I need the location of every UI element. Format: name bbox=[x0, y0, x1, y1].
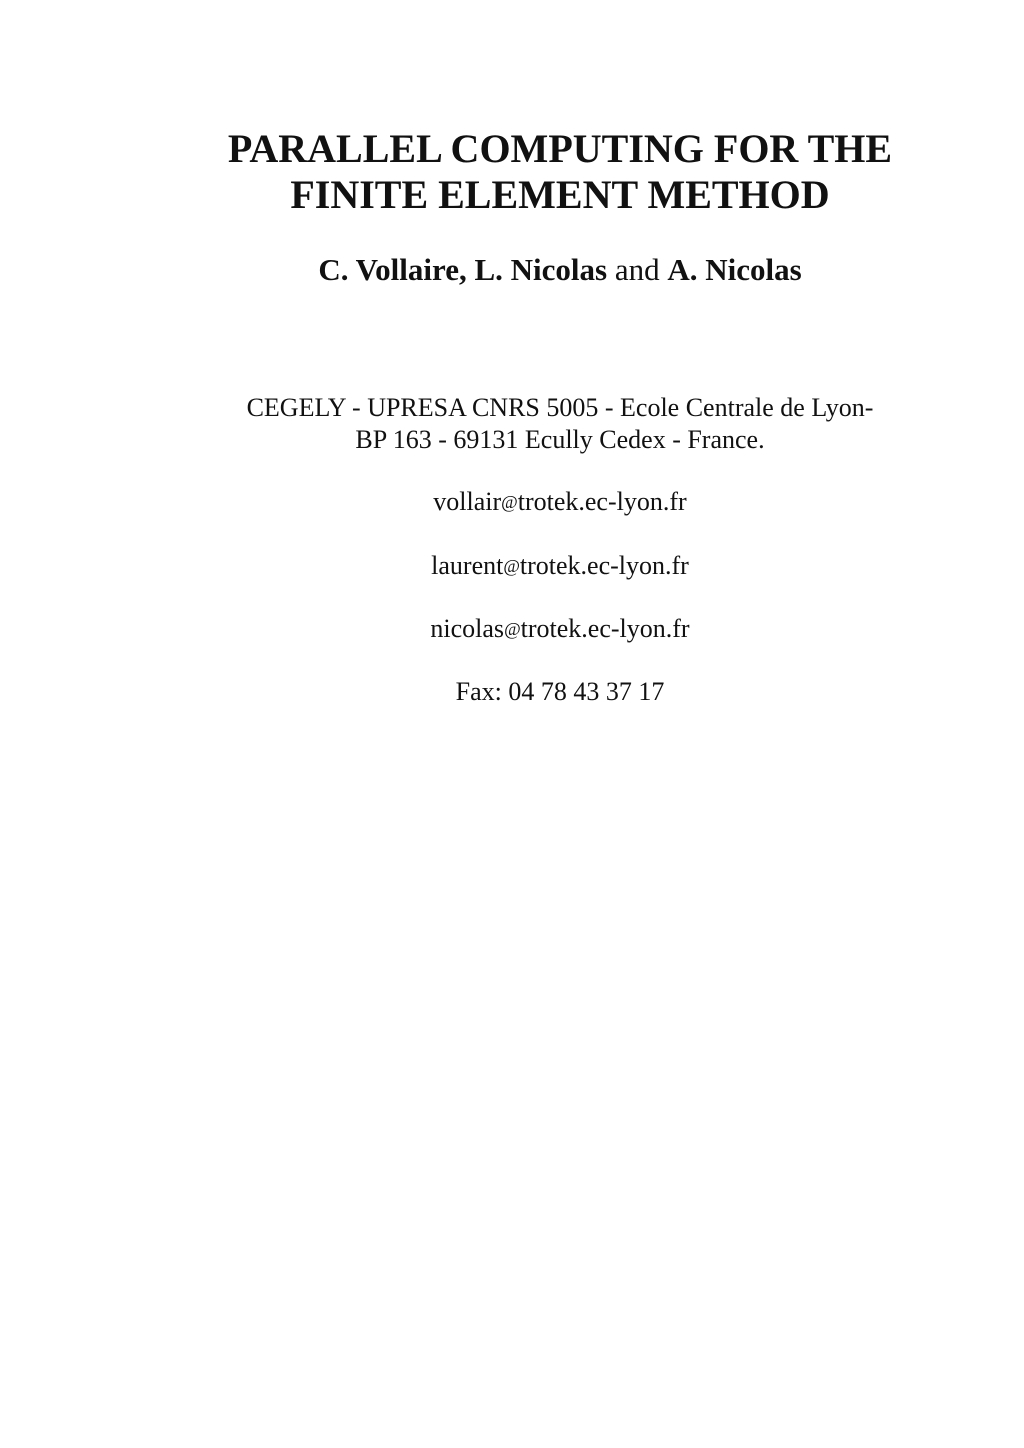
authors-last: A. Nicolas bbox=[667, 252, 802, 287]
paper-title bbox=[160, 126, 960, 218]
email-vollair bbox=[160, 486, 960, 518]
email-user: nicolas bbox=[430, 614, 505, 643]
email-laurent bbox=[160, 550, 960, 582]
email-nicolas bbox=[160, 613, 960, 645]
authors-conjunction: and bbox=[614, 252, 660, 287]
at-sign: @ bbox=[504, 619, 521, 639]
title-line-1: PARALLEL COMPUTING FOR THE bbox=[227, 126, 893, 171]
affiliation-line-2: BP 163 - 69131 Ecully Cedex - France. bbox=[355, 425, 765, 454]
affiliation-line-1: CEGELY - UPRESA CNRS 5005 - Ecole Centrale de Lyon- bbox=[246, 393, 874, 422]
at-sign: @ bbox=[501, 492, 518, 512]
email-domain: trotek.ec-lyon.fr bbox=[517, 487, 687, 516]
at-sign: @ bbox=[503, 556, 520, 576]
affiliation bbox=[160, 392, 960, 456]
email-domain: trotek.ec-lyon.fr bbox=[520, 614, 690, 643]
fax-number: Fax: 04 78 43 37 17 bbox=[455, 677, 665, 706]
title-line-2: FINITE ELEMENT METHOD bbox=[290, 172, 830, 217]
email-user: laurent bbox=[431, 551, 504, 580]
author-list bbox=[160, 250, 960, 290]
email-user: vollair bbox=[433, 487, 502, 516]
email-domain: trotek.ec-lyon.fr bbox=[519, 551, 689, 580]
authors-first: C. Vollaire, L. Nicolas bbox=[318, 252, 608, 287]
